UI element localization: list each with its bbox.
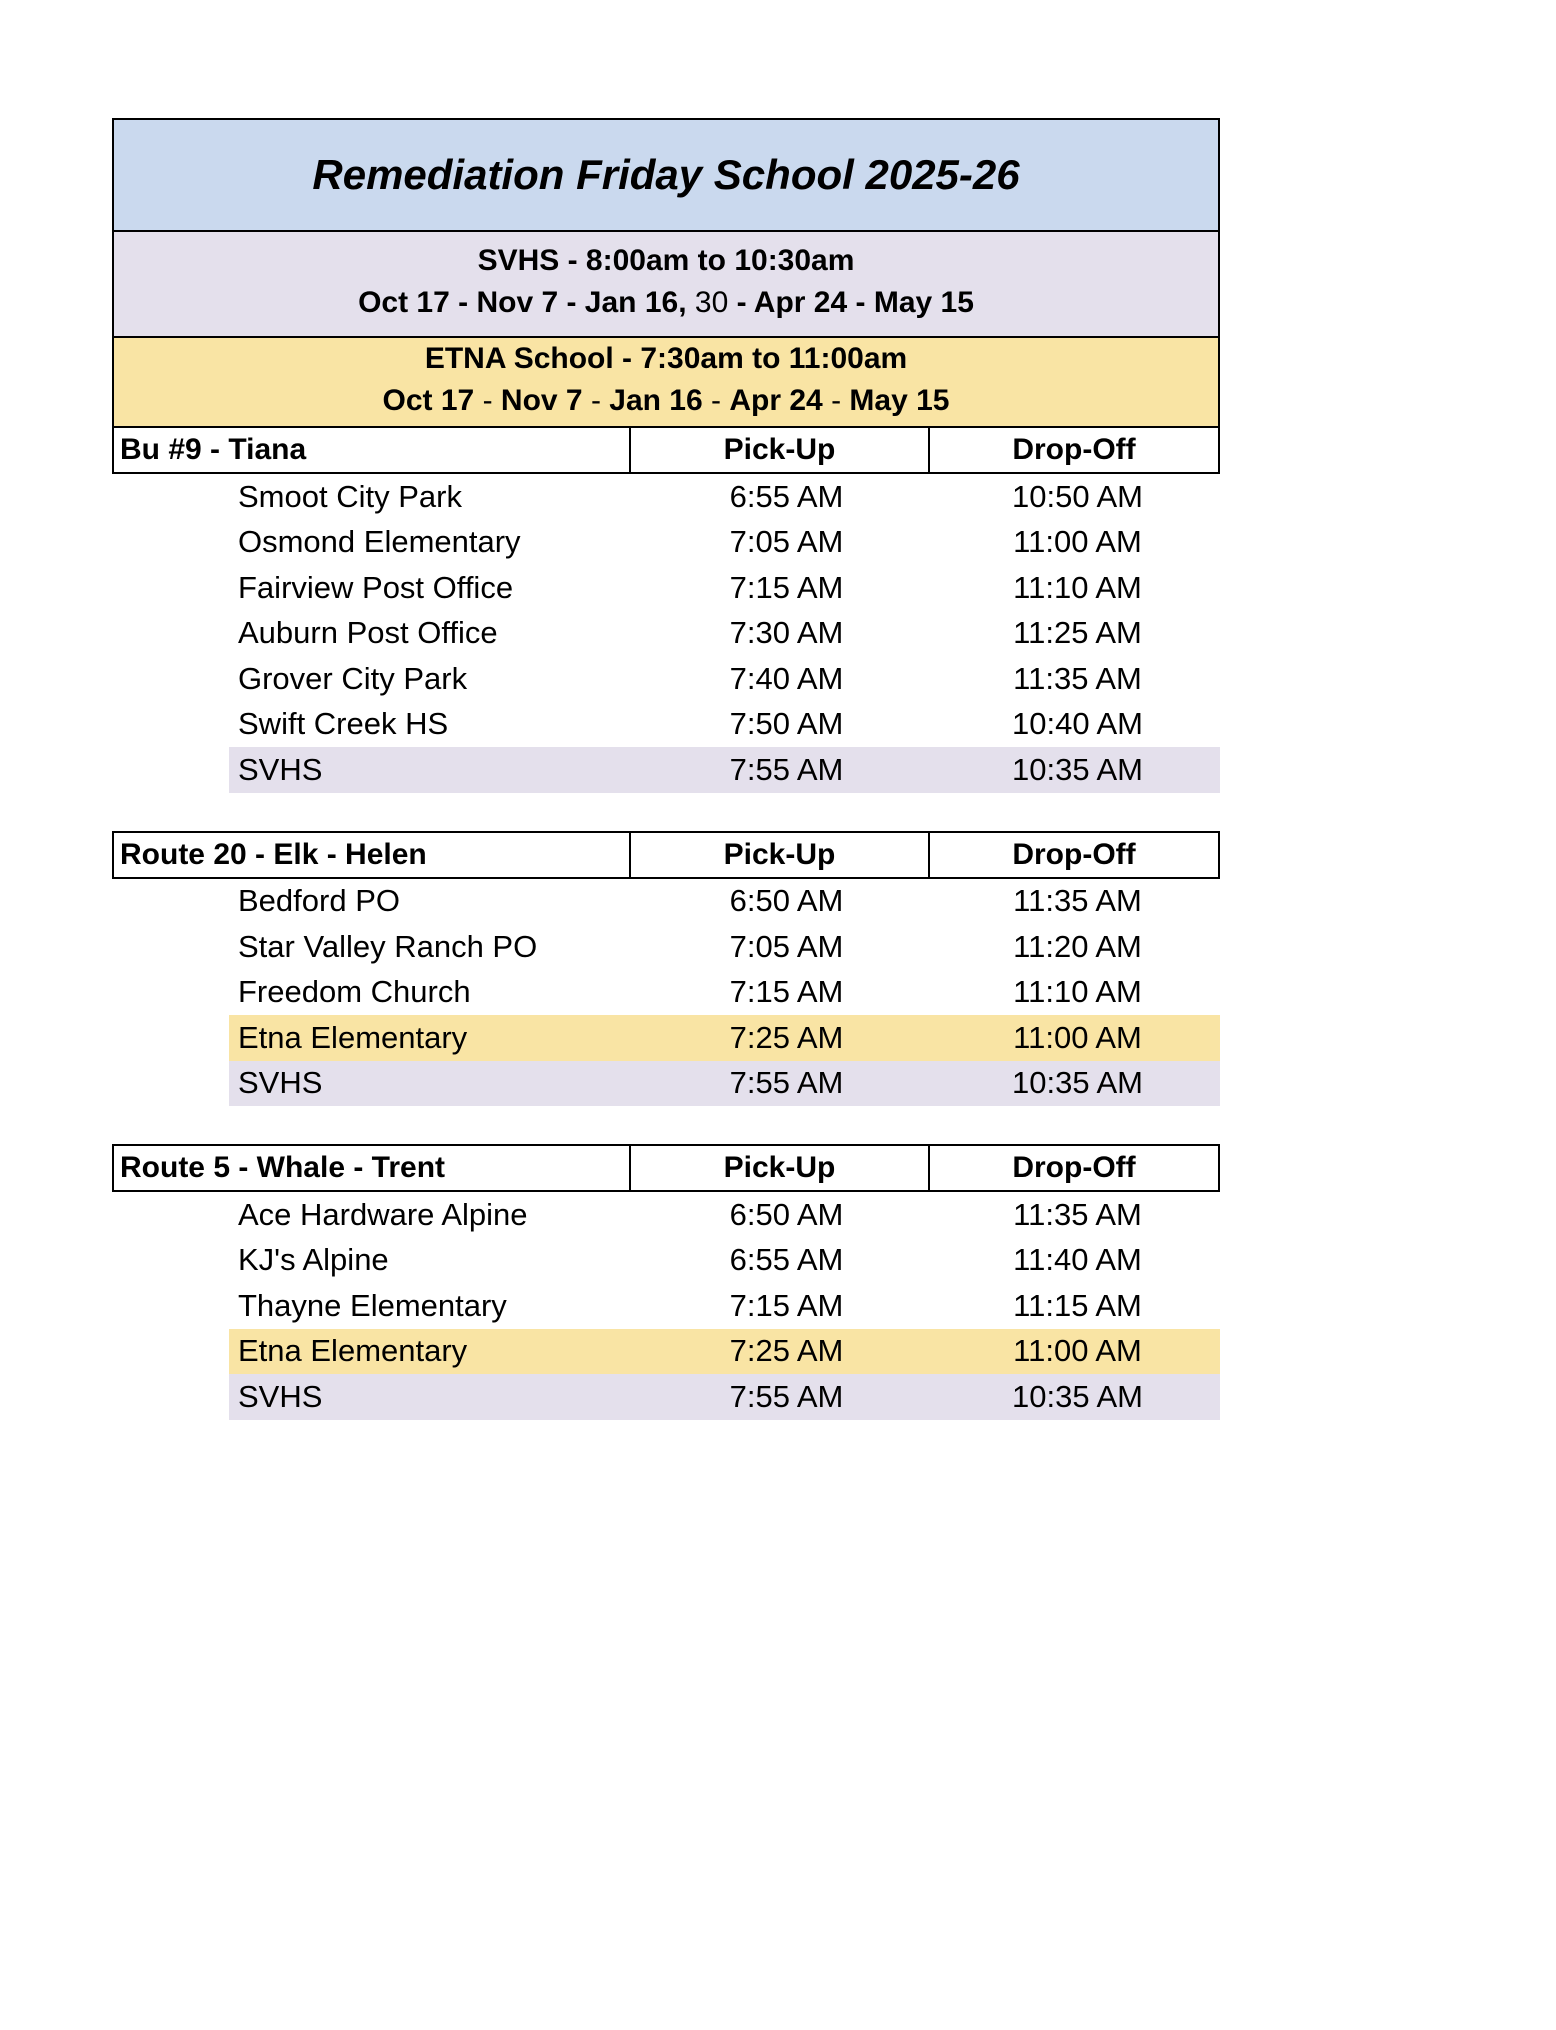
stop-name: KJ's Alpine — [238, 1242, 389, 1278]
dropoff-time: 11:40 AM — [1013, 1242, 1142, 1278]
dropoff-time: 11:20 AM — [1013, 928, 1142, 964]
pickup-time: 7:50 AM — [729, 706, 844, 742]
route-name: Route 20 - Elk - Helen — [120, 837, 427, 871]
svhs-dates — [114, 286, 1218, 328]
pickup-time: 7:05 AM — [729, 524, 844, 560]
route-name: Route 5 - Whale - Trent — [120, 1151, 446, 1184]
pickup-column-header: Pick-Up — [629, 428, 928, 472]
route-spacer — [112, 1106, 1220, 1144]
svhs-dates-part-b: 30 — [686, 286, 737, 319]
route-header-row — [112, 428, 1220, 474]
dropoff-time: 10:35 AM — [1012, 751, 1143, 787]
etna-date-separator: - — [702, 384, 730, 417]
etna-dates — [114, 384, 1218, 418]
table-row — [229, 611, 1220, 657]
pickup-time: 6:55 AM — [729, 1242, 844, 1278]
pickup-time: 7:55 AM — [729, 751, 844, 787]
etna-date-5: May 15 — [849, 384, 950, 417]
stop-name: SVHS — [238, 751, 323, 787]
dropoff-time: 11:15 AM — [1013, 1287, 1142, 1323]
pickup-time: 7:55 AM — [729, 1065, 844, 1101]
pickup-time: 6:50 AM — [729, 1196, 844, 1232]
dropoff-time: 10:40 AM — [1012, 706, 1143, 742]
stop-name: Swift Creek HS — [238, 706, 449, 742]
pickup-time: 7:05 AM — [729, 928, 844, 964]
routes-container — [112, 428, 1220, 1420]
table-row — [229, 656, 1220, 702]
stop-name: Ace Hardware Alpine — [238, 1196, 528, 1232]
etna-date-3: Jan 16 — [609, 384, 703, 417]
pickup-time: 7:55 AM — [729, 1378, 844, 1414]
etna-date-4: Apr 24 — [729, 384, 823, 417]
pickup-column-header: Pick-Up — [629, 833, 928, 877]
route-header-row — [112, 831, 1220, 879]
dropoff-column-header: Drop-Off — [928, 1146, 1218, 1190]
table-row — [229, 970, 1220, 1016]
dropoff-column-header: Drop-Off — [928, 833, 1218, 877]
pickup-time: 7:15 AM — [729, 974, 844, 1010]
route-name: Bu #9 - Tiana — [120, 433, 307, 466]
stop-name: Grover City Park — [238, 660, 468, 696]
pickup-time: 7:25 AM — [729, 1019, 844, 1055]
page-title: Remediation Friday School 2025-26 — [112, 118, 1220, 232]
dropoff-time: 10:50 AM — [1012, 478, 1143, 514]
dropoff-time: 11:10 AM — [1013, 569, 1142, 605]
stop-name: SVHS — [238, 1378, 323, 1414]
dropoff-time: 11:25 AM — [1013, 615, 1142, 651]
schedule-sheet — [112, 118, 1220, 1420]
pickup-time: 7:25 AM — [729, 1333, 844, 1369]
route-table — [112, 428, 1220, 793]
table-row — [229, 565, 1220, 611]
dropoff-time: 10:35 AM — [1012, 1378, 1143, 1414]
pickup-time: 7:30 AM — [729, 615, 844, 651]
route-table — [112, 831, 1220, 1107]
dropoff-time: 11:35 AM — [1013, 660, 1142, 696]
stop-name: Thayne Elementary — [238, 1287, 507, 1323]
etna-date-separator: - — [474, 384, 501, 417]
stop-name: Osmond Elementary — [238, 524, 521, 560]
etna-info-block — [112, 336, 1220, 428]
dropoff-time: 11:00 AM — [1013, 1019, 1142, 1055]
stop-name: Star Valley Ranch PO — [238, 928, 538, 964]
route-spacer — [112, 793, 1220, 831]
table-row — [229, 1192, 1220, 1238]
stop-name: Smoot City Park — [238, 478, 462, 514]
svhs-info-block — [112, 232, 1220, 336]
dropoff-time: 11:35 AM — [1013, 883, 1142, 919]
pickup-time: 7:15 AM — [729, 569, 844, 605]
dropoff-time: 11:00 AM — [1013, 524, 1142, 560]
stop-name: Etna Elementary — [238, 1019, 468, 1055]
dropoff-column-header: Drop-Off — [928, 428, 1218, 472]
route-table — [112, 1144, 1220, 1420]
table-row — [229, 474, 1220, 520]
dropoff-time: 11:35 AM — [1013, 1196, 1142, 1232]
etna-date-1: Oct 17 — [382, 384, 475, 417]
table-row — [229, 520, 1220, 566]
svhs-dates-part-c: - Apr 24 - May 15 — [736, 286, 974, 319]
pickup-column-header: Pick-Up — [629, 1146, 928, 1190]
etna-date-2: Nov 7 — [500, 384, 583, 417]
table-row — [229, 1374, 1220, 1420]
table-row — [229, 924, 1220, 970]
table-row — [229, 1283, 1220, 1329]
table-row — [229, 1015, 1220, 1061]
route-header-row — [112, 1144, 1220, 1192]
table-row — [229, 1061, 1220, 1107]
pickup-time: 6:50 AM — [729, 883, 844, 919]
stop-name: Auburn Post Office — [238, 615, 498, 651]
etna-hours: ETNA School - 7:30am to 11:00am — [424, 342, 908, 375]
table-row — [229, 1329, 1220, 1375]
table-row — [229, 879, 1220, 925]
dropoff-time: 11:10 AM — [1013, 974, 1142, 1010]
pickup-time: 7:40 AM — [729, 660, 844, 696]
svhs-hours: SVHS - 8:00am to 10:30am — [477, 244, 855, 277]
dropoff-time: 10:35 AM — [1012, 1065, 1143, 1101]
svhs-dates-part-a: Oct 17 - Nov 7 - Jan 16, — [358, 286, 687, 319]
etna-date-separator: - — [822, 384, 850, 417]
pickup-time: 6:55 AM — [729, 478, 844, 514]
etna-date-separator: - — [582, 384, 610, 417]
stop-name: SVHS — [238, 1065, 323, 1101]
stop-name: Freedom Church — [238, 974, 471, 1010]
table-row — [229, 747, 1220, 793]
table-row — [229, 702, 1220, 748]
stop-name: Etna Elementary — [238, 1333, 468, 1369]
table-row — [229, 1238, 1220, 1284]
stop-name: Fairview Post Office — [238, 569, 514, 605]
pickup-time: 7:15 AM — [729, 1287, 844, 1323]
dropoff-time: 11:00 AM — [1013, 1333, 1142, 1369]
stop-name: Bedford PO — [238, 883, 400, 919]
